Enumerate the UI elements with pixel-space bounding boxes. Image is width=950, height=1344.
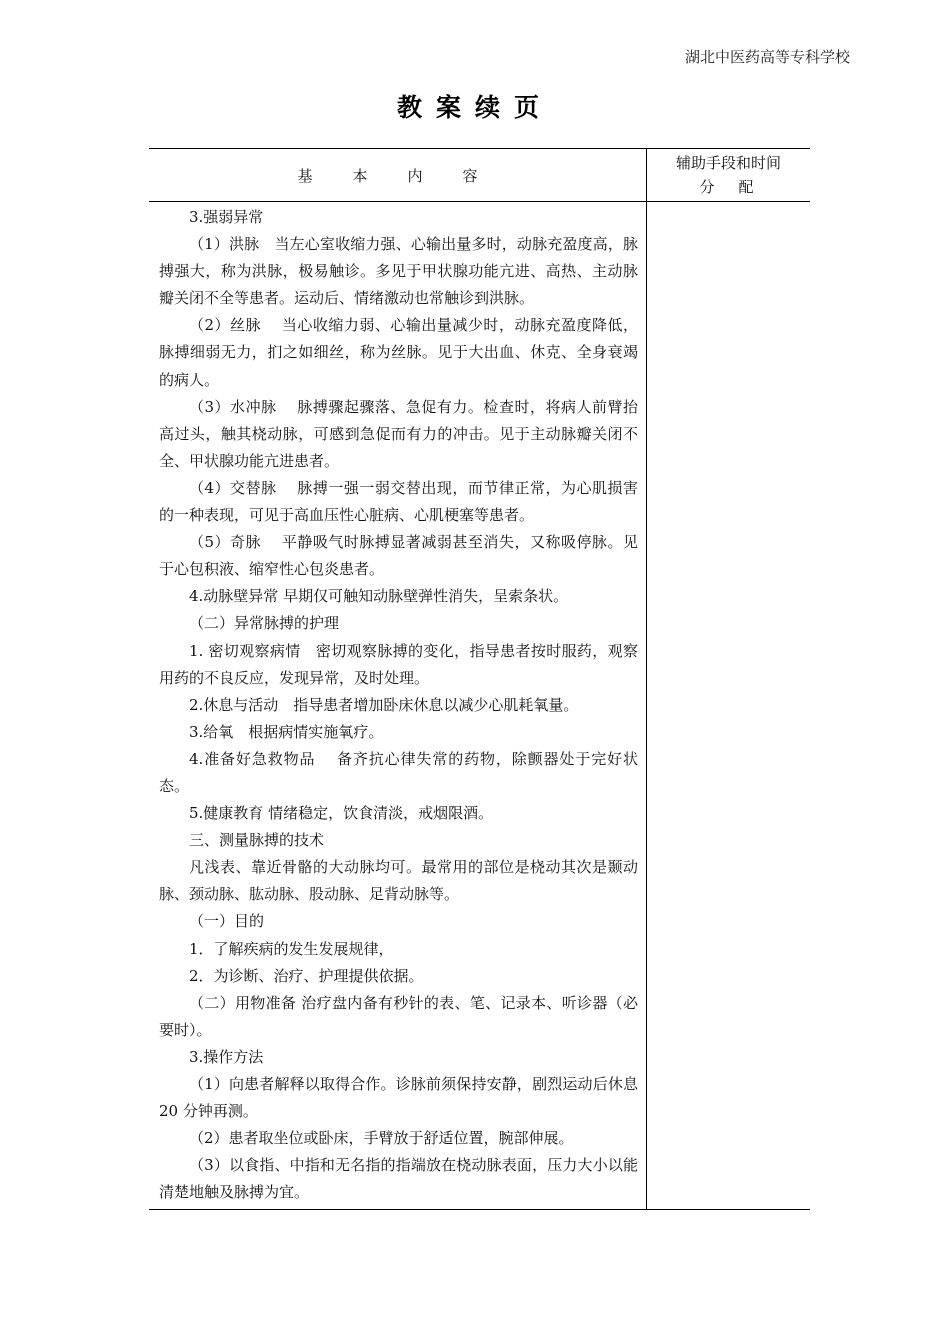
paragraph: 2．为诊断、治疗、护理提供依据。 xyxy=(189,966,424,985)
paragraph: 3.给氧 根据病情实施氧疗。 xyxy=(189,722,384,741)
paragraph: 1. 密切观察病情 密切观察脉搏的变化，指导患者按时服药，观察用药的不良反应，发现异常，及时处理。 xyxy=(159,641,638,687)
lesson-content xyxy=(159,204,643,1206)
paragraph: （4）交替脉 脉搏一强一弱交替出现，而节律正常，为心肌损害的一种表现，可见于高血压性心脏病、心肌梗塞等患者。 xyxy=(159,478,638,525)
paragraph: 2.休息与活动 指导患者增加卧床休息以减少心肌耗氧量。 xyxy=(189,695,579,714)
school-name: 湖北中医药高等专科学校 xyxy=(684,48,850,66)
paragraph: （3）水冲脉 脉搏骤起骤落、急促有力。检查时，将病人前臂抬高过头，触其桡动脉，可感到急促而有力的冲击。见于主动脉瓣关闭不全、甲状腺功能亢进患者。 xyxy=(159,397,638,470)
section-heading: 三、测量脉搏的技术 xyxy=(189,831,325,850)
paragraph: （2）丝脉 当心收缩力弱、心输出量减少时，动脉充盈度降低，脉搏细弱无力，扪之如细丝，称为丝脉。见于大出血、休克、全身衰竭的病人。 xyxy=(159,316,638,389)
paragraph: 4.准备好急救物品 备齐抗心律失常的药物，除颤器处于完好状态。 xyxy=(159,749,638,795)
header-divider xyxy=(149,201,810,202)
lesson-plan-table xyxy=(149,148,810,1210)
paragraph: （一）目的 xyxy=(189,912,265,931)
paragraph: 4.动脉壁异常 早期仅可触知动脉壁弹性消失，呈索条状。 xyxy=(189,587,569,606)
paragraph: （2）患者取坐位或卧床，手臂放于舒适位置，腕部伸展。 xyxy=(189,1129,574,1148)
column-divider xyxy=(646,149,647,1209)
paragraph: （5）奇脉 平静吸气时脉搏显著减弱甚至消失，又称吸停脉。见于心包积液、缩窄性心包炎患者。 xyxy=(159,533,638,579)
column-header-content: 基本内容 xyxy=(297,167,518,185)
paragraph: 凡浅表、靠近骨骼的大动脉均可。最常用的部位是桡动其次是颞动脉、颈动脉、肱动脉、股动脉、足背动脉等。 xyxy=(159,858,638,904)
paragraph: （1）向患者解释以取得合作。诊脉前须保持安静，剧烈运动后休息 20 分钟再测。 xyxy=(159,1075,643,1121)
column-header-aids-line2: 分配 xyxy=(699,178,778,196)
paragraph: （3）以食指、中指和无名指的指端放在桡动脉表面，压力大小以能清楚地触及脉搏为宜。 xyxy=(159,1156,638,1202)
column-header-aids xyxy=(647,151,810,199)
column-header-aids-line1: 辅助手段和时间 xyxy=(675,154,781,172)
paragraph: （二）用物准备 治疗盘内备有秒针的表、笔、记录本、听诊器（必要时）。 xyxy=(159,993,638,1039)
paragraph: 1．了解疾病的发生发展规律， xyxy=(189,939,394,958)
paragraph: 5.健康教育 情绪稳定，饮食清淡，戒烟限酒。 xyxy=(189,804,494,823)
paragraph: （1）洪脉 当左心室收缩力强、心输出量多时，动脉充盈度高，脉搏强大，称为洪脉，极易触诊。多见于甲状腺功能亢进、高热、主动脉瓣关闭不全等患者。运动后、情绪激动也常触诊到洪脉。 xyxy=(159,235,638,308)
paragraph: （二）异常脉搏的护理 xyxy=(189,614,340,633)
paragraph: 3.操作方法 xyxy=(189,1047,264,1066)
paragraph: 3.强弱异常 xyxy=(189,208,264,226)
page-title: 教案续页 xyxy=(396,93,553,122)
